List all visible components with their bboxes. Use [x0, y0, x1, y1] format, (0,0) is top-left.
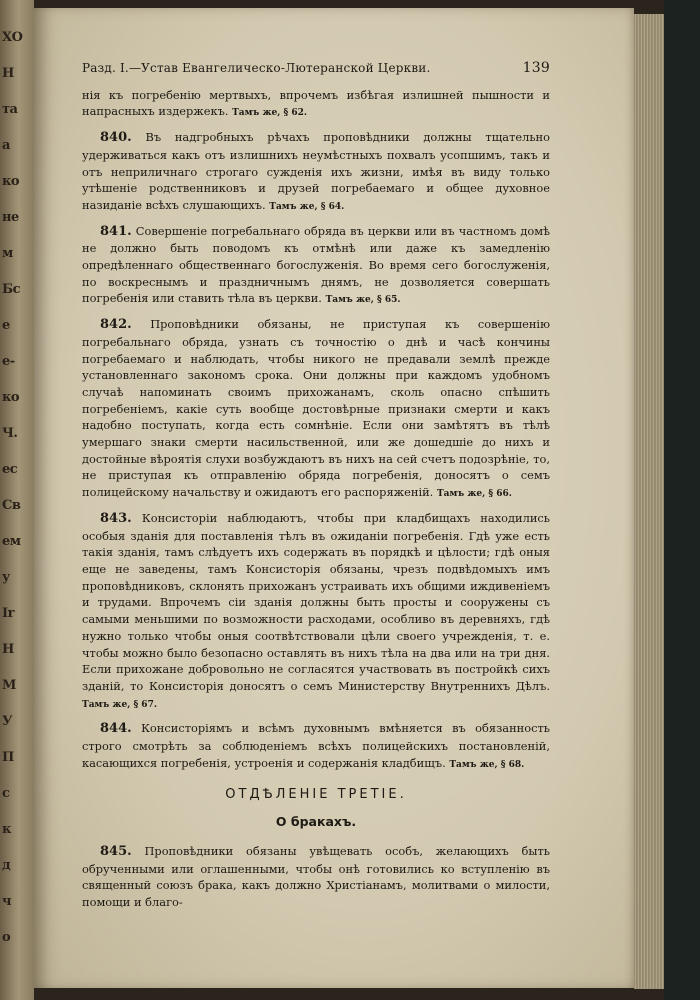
left-page-fragment: е- — [2, 354, 15, 369]
article-text: Проповѣдники обязаны, не приступая къ совершенію погребальнаго обряда, узнать съ точностію о днѣ и часѣ кончины погребаемаго и наблюдать, чтобы никого не предавали землѣ прежде установленнаго закономъ срока. Они должны при каждомъ удобномъ случаѣ напоминать своимъ прихожанамъ, сколь опасно спѣшить погребеніемъ, какіе суть вообще достовѣрные признаки смерти и какъ надобно поступать, когда есть сомнѣніе. Если они замѣтятъ въ тѣлѣ умершаго знаки смерти насильственной, или же дошедшіе до нихъ и достойные вѣроятія слухи возбуждаютъ въ нихъ на сей счетъ подозрѣніе, то, не приступая къ отправленію обряда погребенія, доносятъ о семъ полицейскому начальству и ожидаютъ его распоряженій. — [82, 317, 550, 500]
left-page-fragment: Св — [2, 498, 21, 513]
left-page-fragment: д — [2, 858, 11, 873]
paragraph-list — [82, 87, 550, 774]
left-page-edge — [0, 0, 34, 1000]
article-number: 842. — [100, 317, 132, 333]
left-page-fragment: е — [2, 318, 10, 333]
left-page-fragment: ко — [2, 174, 20, 189]
left-page-fragment: Н — [2, 642, 14, 657]
book-cover — [664, 0, 700, 1000]
article-number: 844. — [100, 721, 132, 737]
left-page-fragment: ес — [2, 462, 18, 477]
left-page-fragment: та — [2, 102, 18, 117]
article-paragraph — [82, 510, 550, 713]
article-reference: Тамъ же, § 62. — [232, 108, 308, 119]
article-number: 845. — [100, 843, 132, 859]
section-subtitle: О бракахъ. — [275, 814, 357, 830]
article-number: 843. — [100, 510, 132, 526]
left-page-fragment: Ч. — [2, 426, 18, 441]
page-number: 139 — [522, 60, 550, 76]
article-845 — [82, 843, 550, 911]
article-paragraph — [82, 316, 550, 503]
left-page-fragment: М — [2, 678, 16, 693]
article-paragraph — [82, 87, 550, 122]
left-page-fragment: не — [2, 210, 19, 225]
article-reference: Тамъ же, § 67. — [82, 699, 157, 710]
article-text: Въ надгробныхъ рѣчахъ проповѣдники должны тщательно удерживаться какъ отъ излишнихъ неумѣстныхъ похвалъ усопшимъ, такъ и отъ неприличнаго строгаго сужденія ихъ жизни, имѣя въ виду только утѣшеніе родственниковъ и друзей погребаемаго и общее духовное назиданіе всѣхъ слушающихъ. — [82, 130, 551, 212]
article-paragraph — [82, 720, 550, 773]
page-block-edge — [634, 14, 664, 989]
running-header — [82, 60, 550, 77]
left-page-fragment: у — [2, 570, 10, 585]
left-page-fragment: м — [2, 246, 13, 261]
left-page-fragment: о — [2, 930, 11, 945]
left-page-fragment: ХО — [2, 30, 23, 45]
left-page-fragment: ем — [2, 534, 21, 549]
left-page-fragment: У — [2, 714, 13, 729]
left-page-fragment: Ir — [2, 606, 14, 621]
article-number: 840. — [100, 130, 132, 146]
left-page-fragment: к — [2, 822, 11, 837]
article-paragraph — [82, 129, 550, 216]
left-page-fragment: ч — [2, 894, 12, 909]
running-title: Разд. I.—Устав Евангелическо-Лютеранской Церкви. — [82, 61, 431, 75]
article-text: Проповѣдники обязаны увѣщевать особъ, желающихъ быть обрученными или оглашенными, чтобы онѣ готовились ко вступленію въ священный союзъ брака, какъ должно Христіанамъ, молитвами о милости, помощи и благо- — [82, 843, 550, 909]
article-reference: Тамъ же, § 68. — [449, 759, 525, 770]
article-text: нія къ погребенію мертвыхъ, впрочемъ избѣгая излишней пышности и напрасныхъ издержекъ. — [82, 87, 550, 119]
left-page-fragment: с — [2, 786, 10, 801]
article-text: Консисторіи наблюдаютъ, чтобы при кладбищахъ находились особыя зданія для поставленія тѣлъ въ ожиданіи погребенія. Гдѣ уже есть такія зданія, тамъ слѣдуетъ ихъ содержать въ порядкѣ и цѣлости; гдѣ оныя еще не заведены, тамъ Консисторія обязаны, чрезъ подвѣдомыхъ имъ проповѣдниковъ, склонять прихожанъ устраивать ихъ общими иждивеніемъ и трудами. Впрочемъ сіи зданія должны быть просты и сооружены съ самыми меньшими по возможности расходами, особливо въ деревняхъ, гдѣ нужно только чтобы оныя соотвѣтствовали цѣли своего учрежденія, т. е. чтобы можно было безопасно оставлять въ нихъ тѣла на два или на три дня. Если прихожане добровольно не согласятся участвовать въ постройкѣ сихъ зданій, то Консисторія доносятъ о семъ Министерству Внутреннихъ Дѣлъ. — [82, 510, 550, 693]
article-reference: Тамъ же, § 64. — [269, 201, 345, 212]
left-page-fragment: Н — [2, 66, 14, 81]
left-page-fragment: ко — [2, 390, 20, 405]
article-reference: Тамъ же, § 65. — [325, 295, 401, 306]
page-text — [82, 60, 550, 918]
left-page-fragment: Бс — [2, 282, 21, 297]
article-text: Консисторіямъ и всѣмъ духовнымъ вмѣняется въ обязанность строго смотрѣть за соблюденіемъ всѣхъ полицейскихъ постановленій, касающихся погребенія, устроенія и содержанія кладбищъ. — [82, 721, 551, 770]
article-number: 841. — [100, 223, 132, 239]
section-title: ОТДѢЛЕНІЕ ТРЕТІЕ. — [225, 787, 407, 803]
left-page-fragment: а — [2, 138, 10, 153]
left-page-fragment: П — [2, 750, 14, 765]
article-paragraph — [82, 223, 550, 310]
article-text: Совершеніе погребальнаго обряда въ церкви или въ частномъ домѣ не должно быть поводомъ къ отмѣнѣ или даже къ замедленію опредѣленнаго общественнаго богослуженія. Во время сего богослуженія, по воскреснымъ и праздничнымъ днямъ, не дозволяется совершать погребенія или ставить тѣла въ церкви. — [82, 223, 551, 306]
article-reference: Тамъ же, § 66. — [436, 489, 512, 500]
